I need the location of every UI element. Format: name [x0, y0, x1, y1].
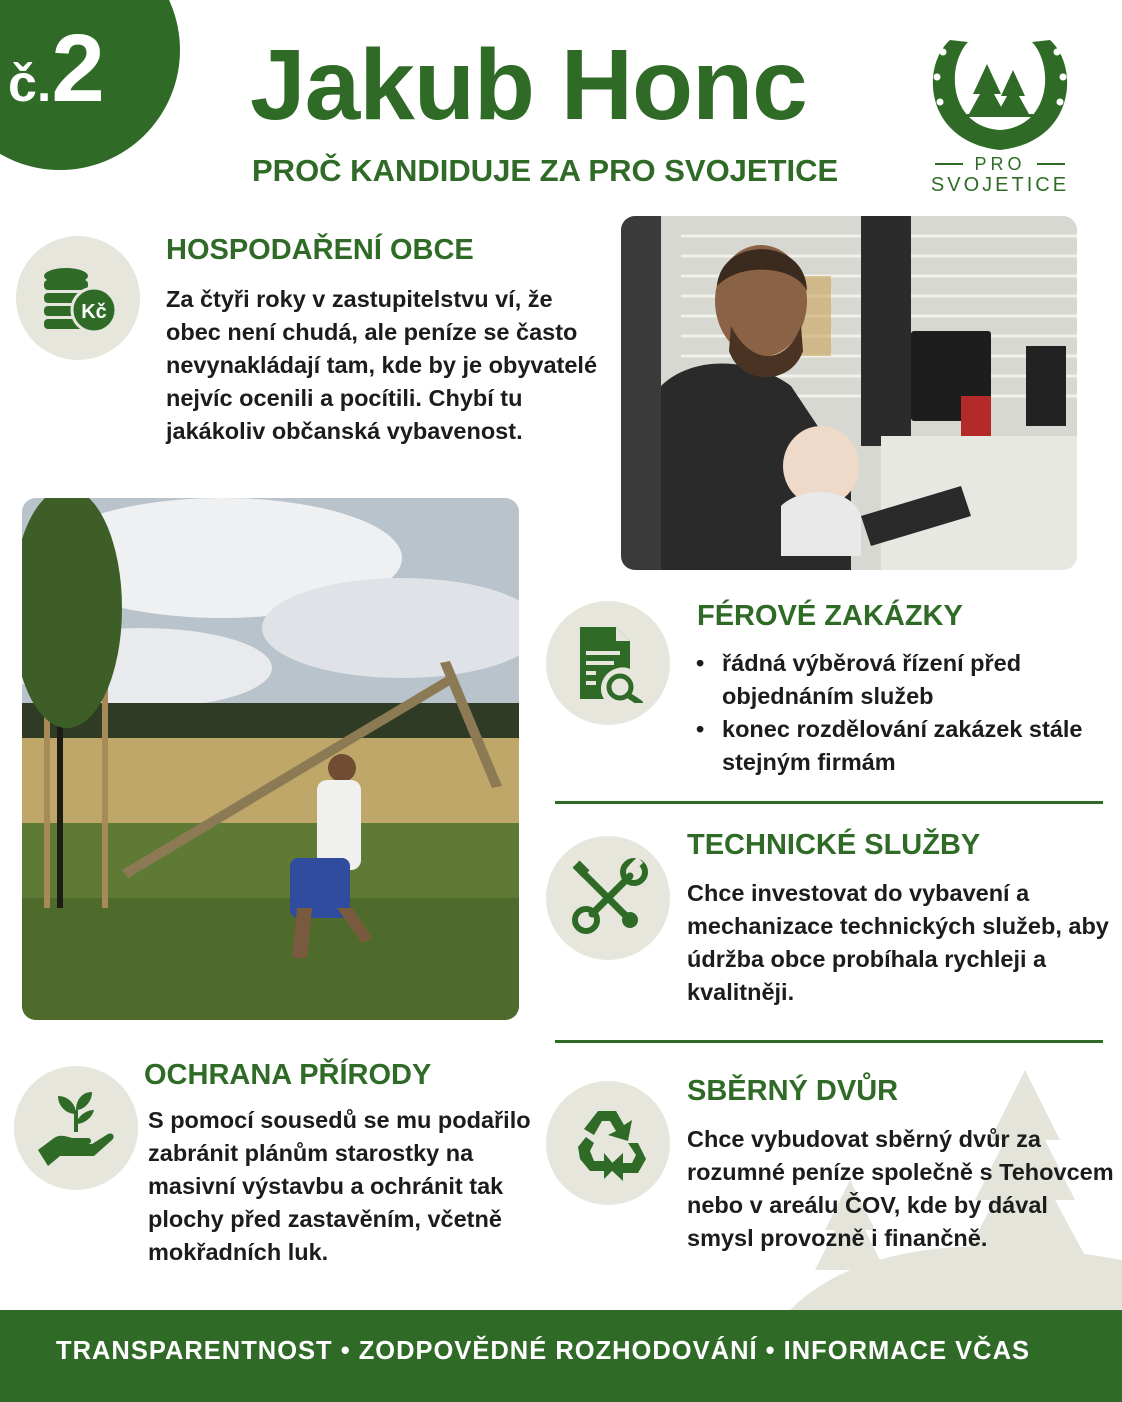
- page-subtitle: PROČ KANDIDUJE ZA PRO SVOJETICE: [252, 153, 839, 188]
- text-line: nebo v areálu ČOV, kde by dával: [687, 1192, 1048, 1218]
- section-divider: [555, 1040, 1103, 1043]
- text-line: údržba obce probíhala rychleji a: [687, 946, 1047, 972]
- text-line: masivní výstavbu a ochránit tak: [148, 1173, 504, 1199]
- section-title-sberny: SBĚRNÝ DVŮR: [687, 1075, 899, 1107]
- section-divider: [555, 801, 1103, 804]
- currency-label: Kč: [81, 301, 107, 323]
- photo-office: [621, 216, 1077, 570]
- candidate-number: [8, 14, 105, 124]
- recycle-icon: [546, 1081, 670, 1205]
- text-line: obec není chudá, ale peníze se často: [166, 319, 578, 345]
- coins-kc-icon: [16, 236, 140, 360]
- text-line: mechanizace technických služeb, aby: [687, 913, 1109, 939]
- text-line: smysl provozně i finančně.: [687, 1225, 988, 1251]
- photo-field: [22, 498, 519, 1020]
- section-title-ochrana: OCHRANA PŘÍRODY: [144, 1059, 432, 1091]
- bullet-list-ferove: [696, 647, 1096, 779]
- hand-plant-icon: [14, 1066, 138, 1190]
- text-line: mokřadních luk.: [148, 1239, 329, 1265]
- text-line: nejvíc ocenili a pocítili. Chybí tu: [166, 385, 523, 411]
- text-line: zabránit plánům starostky na: [148, 1140, 474, 1166]
- document-search-icon: [546, 601, 670, 725]
- tools-icon: [546, 836, 670, 960]
- text-line: Za čtyři roky v zastupitelstvu ví, že: [166, 286, 553, 312]
- pro-svojetice-logo: [915, 22, 1085, 197]
- candidate-name: Jakub Honc: [250, 29, 807, 141]
- section-title-technicke: TECHNICKÉ SLUŽBY: [687, 829, 981, 861]
- text-line: kvalitněji.: [687, 979, 795, 1005]
- list-item: [696, 647, 1096, 713]
- text-line: • konec rozdělování zakázek stále: [722, 716, 1083, 742]
- section-text-sberny: [687, 1123, 1114, 1255]
- text-line: plochy před zastavěním, včetně: [148, 1206, 502, 1232]
- footer-slogan: TRANSPARENTNOST • ZODPOVĚDNÉ ROZHODOVÁNÍ • INFORMACE VČAS: [56, 1337, 1031, 1365]
- section-text-ochrana: [148, 1104, 531, 1269]
- text-line: Chce investovat do vybavení a: [687, 880, 1030, 906]
- text-line: S pomocí sousedů se mu podařilo: [148, 1107, 531, 1133]
- text-line: Chce vybudovat sběrný dvůr za: [687, 1126, 1041, 1152]
- logo-line1: PRO: [974, 154, 1026, 174]
- text-line: jakákoliv občanská vybavenost.: [166, 418, 523, 444]
- section-title-ferove: FÉROVÉ ZAKÁZKY: [697, 600, 963, 632]
- logo-line2: SVOJETICE: [930, 174, 1070, 196]
- candidate-number-value: 2: [51, 15, 105, 122]
- section-text-technicke: [687, 877, 1109, 1009]
- text-line: • řádná výběrová řízení před: [722, 650, 1022, 676]
- candidate-number-prefix: č.: [8, 55, 52, 113]
- section-title-hospodareni: HOSPODAŘENÍ OBCE: [166, 234, 474, 266]
- text-line: stejným firmám: [722, 749, 896, 775]
- text-line: objednáním služeb: [722, 683, 934, 709]
- section-text-hospodareni: [166, 283, 597, 448]
- text-line: rozumné peníze společně s Tehovcem: [687, 1159, 1114, 1185]
- list-item: [696, 713, 1096, 779]
- text-line: nevynakládají tam, kde by je obyvatelé: [166, 352, 598, 378]
